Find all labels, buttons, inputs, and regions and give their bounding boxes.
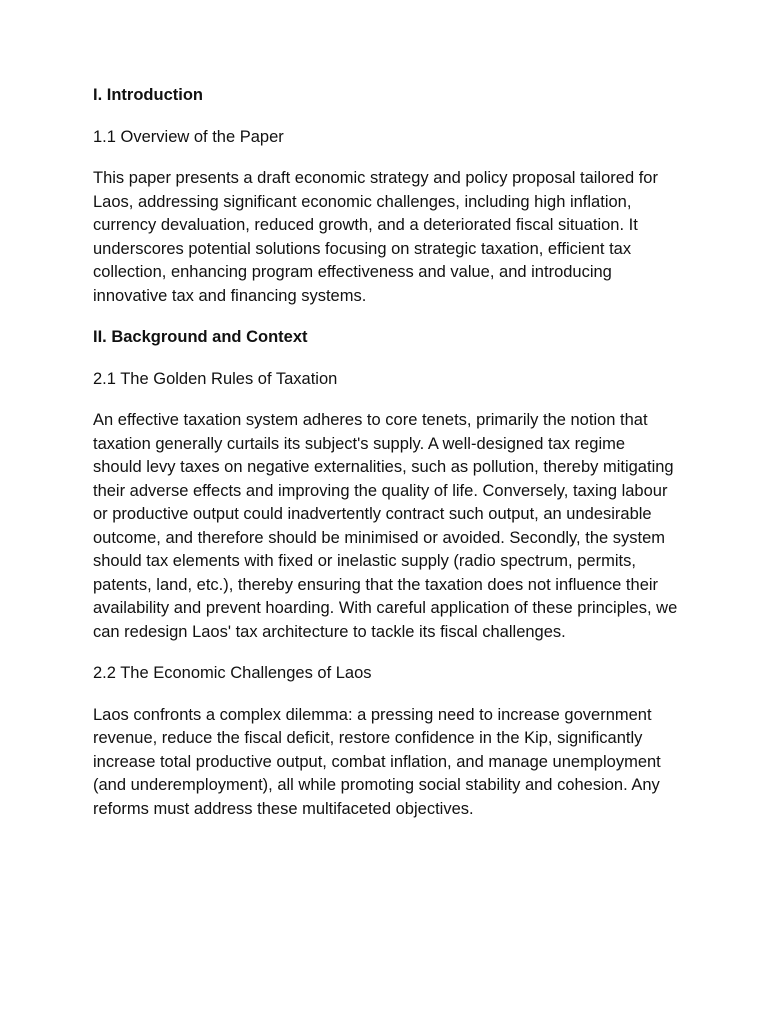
subheading-economic-challenges: 2.2 The Economic Challenges of Laos <box>93 664 372 682</box>
section-heading-introduction: I. Introduction <box>93 86 203 104</box>
paragraph-economic-challenges: Laos confronts a complex dilemma: a pressing need to increase government revenue, reduce the fiscal deficit, restore confidence in the Kip, significantly increase total productive output, combat inflation, and manage unemployment (and underemployment), all while promoting social stability and cohesion. Any reforms must address these multifaceted objectives. <box>93 705 661 818</box>
subheading-golden-rules: 2.1 The Golden Rules of Taxation <box>93 369 338 388</box>
paragraph-golden-rules: An effective taxation system adheres to core tenets, primarily the notion that taxation generally curtails its subject's supply. A well-designed tax regime should levy taxes on negative externalities, such as pollution, thereby mitigating their adverse effects and improving the quality of life. Conversely, taxing labour or productive output could inadvertently contract such output, an undesirable outcome, and therefore should be minimised or avoided. Secondly, the system should tax elements with fixed or inelastic supply (radio spectrum, permits, patents, land, etc.), thereby ensuring that the taxation does not influence their availability and prevent hoarding. With careful application of these principles, we can redesign Laos' tax architecture to tackle its fiscal challenges. <box>93 411 678 641</box>
document-page <box>93 84 678 839</box>
section-heading-background: II. Background and Context <box>93 328 308 346</box>
subheading-overview: 1.1 Overview of the Paper <box>93 127 284 146</box>
paragraph-overview: This paper presents a draft economic strategy and policy proposal tailored for Laos, addressing significant economic challenges, including high inflation, currency devaluation, reduced growth, and a deteriorated fiscal situation. It underscores potential solutions focusing on strategic taxation, efficient tax collection, enhancing program effectiveness and value, and introducing innovative tax and financing systems. <box>93 169 658 305</box>
